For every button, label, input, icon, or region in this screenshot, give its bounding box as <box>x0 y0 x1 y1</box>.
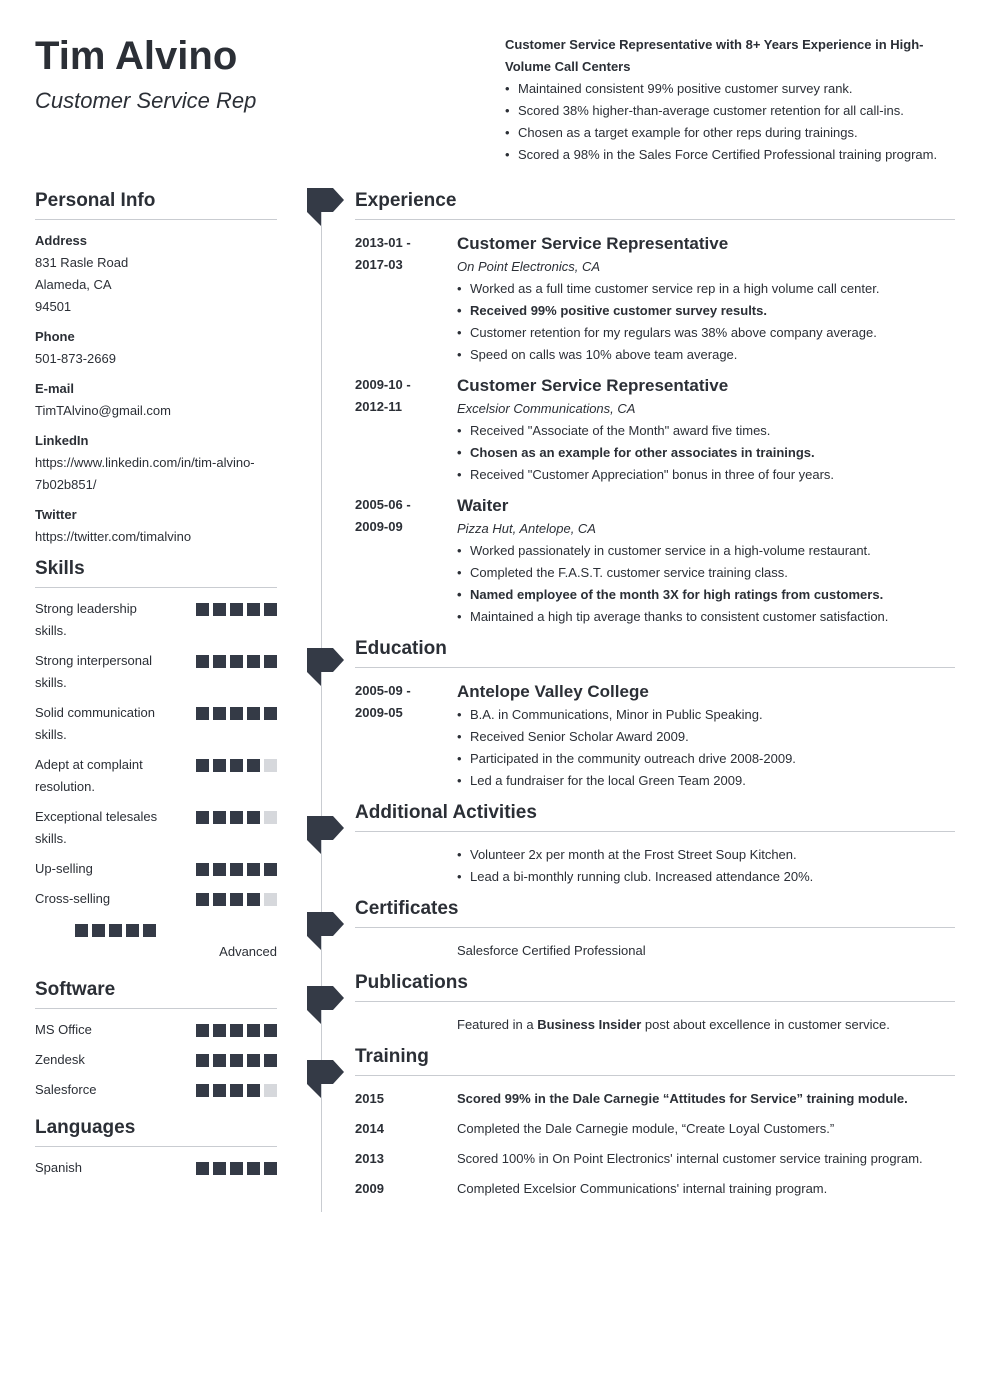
level-dot <box>264 1024 277 1037</box>
level-dot <box>230 603 243 616</box>
level-dot <box>196 1054 209 1067</box>
training-heading: Training <box>355 1044 955 1076</box>
level-dot <box>213 893 226 906</box>
twitter-link[interactable]: https://twitter.com/timalvino <box>35 529 192 544</box>
address-line: 831 Rasle Road <box>35 255 129 270</box>
level-dot <box>213 1084 226 1097</box>
skill-row <box>35 806 277 850</box>
language-row <box>35 1157 277 1179</box>
training-text: Completed the Dale Carnegie module, “Create Loyal Customers.” <box>457 1121 835 1136</box>
level-dot <box>230 1054 243 1067</box>
education-bullet: • B.A. in Communications, Minor in Public Speaking. <box>457 704 955 726</box>
training-text: Scored 99% in the Dale Carnegie “Attitudes for Service” training module. <box>457 1091 908 1106</box>
activities-date <box>355 844 457 888</box>
level-dot <box>247 1084 260 1097</box>
summary-bullets <box>505 78 955 166</box>
activities-section <box>355 800 955 888</box>
level-dot <box>247 863 260 876</box>
job-date <box>355 232 457 366</box>
level-dot <box>247 893 260 906</box>
education-body <box>457 680 955 792</box>
level-dots <box>196 603 277 616</box>
level-dot <box>247 811 260 824</box>
publication-post: post about excellence in customer service. <box>641 1017 890 1032</box>
rated-item-name: Cross-selling <box>35 891 111 906</box>
job-bullet: • Completed the F.A.S.T. customer service training class. <box>457 562 955 584</box>
activity-bullet: • Lead a bi-monthly running club. Increased attendance 20%. <box>457 866 955 888</box>
publication-date <box>355 1014 457 1036</box>
skill-row <box>35 754 277 798</box>
training-row <box>355 1148 955 1170</box>
job-entry <box>355 374 955 486</box>
level-dot <box>247 1024 260 1037</box>
level-dot <box>247 1162 260 1175</box>
skills-heading: Skills <box>35 556 277 588</box>
rated-item-name: Spanish <box>35 1160 82 1175</box>
level-dot <box>247 603 260 616</box>
school-name: Antelope Valley College <box>457 682 649 701</box>
address-line: 94501 <box>35 299 72 314</box>
level-dots <box>196 1162 277 1175</box>
job-bullets <box>457 540 955 628</box>
twitter-block <box>35 504 277 548</box>
activities-entry <box>355 844 955 888</box>
level-dot <box>213 1054 226 1067</box>
section-flag-icon <box>307 912 344 950</box>
level-dot <box>264 759 277 772</box>
date-start: 2009-10 - <box>355 377 411 392</box>
level-dot <box>109 924 122 937</box>
legend-label: Advanced <box>219 944 277 959</box>
publications-heading: Publications <box>355 970 955 1002</box>
level-dot <box>247 655 260 668</box>
job-bullet: • Worked passionately in customer service in a high-volume restaurant. <box>457 540 955 562</box>
level-dot <box>196 893 209 906</box>
level-dot <box>196 655 209 668</box>
job-body <box>457 232 955 366</box>
software-row <box>35 1049 277 1071</box>
education-bullet: • Received Senior Scholar Award 2009. <box>457 726 955 748</box>
date-end: 2012-11 <box>355 399 402 414</box>
publication-text <box>457 1014 955 1036</box>
education-bullets <box>457 704 955 792</box>
rated-item-name: Salesforce <box>35 1082 97 1097</box>
linkedin-label: LinkedIn <box>35 433 89 448</box>
training-row <box>355 1178 955 1200</box>
level-dot <box>264 893 277 906</box>
level-dot <box>264 1054 277 1067</box>
job-bullet: • Maintained a high tip average thanks to consistent customer satisfaction. <box>457 606 955 628</box>
software-row <box>35 1019 277 1041</box>
education-bullet: • Led a fundraiser for the local Green Team 2009. <box>457 770 955 792</box>
address-line: Alameda, CA <box>35 277 112 292</box>
level-dot <box>264 603 277 616</box>
level-dot <box>264 1084 277 1097</box>
job-bullet: • Customer retention for my regulars was 38% above company average. <box>457 322 955 344</box>
skill-level-legend <box>35 924 277 963</box>
level-dot <box>230 707 243 720</box>
level-dot <box>196 863 209 876</box>
linkedin-link[interactable]: 7b02b851/ <box>35 477 97 492</box>
languages-list <box>35 1157 277 1179</box>
level-dots <box>196 1054 277 1067</box>
publication-outlet: Business Insider <box>537 1017 642 1032</box>
level-dots <box>196 707 277 720</box>
rated-item-name: MS Office <box>35 1022 92 1037</box>
job-body <box>457 494 955 628</box>
address-label: Address <box>35 233 88 248</box>
level-dot <box>264 707 277 720</box>
software-heading: Software <box>35 977 277 1009</box>
level-dot <box>196 603 209 616</box>
address-block <box>35 230 277 318</box>
company-name: On Point Electronics, CA <box>457 259 601 274</box>
level-dot <box>196 1024 209 1037</box>
level-dot <box>230 1084 243 1097</box>
level-dot <box>213 811 226 824</box>
level-dots <box>196 759 277 772</box>
software-list <box>35 1019 277 1101</box>
date-end: 2017-03 <box>355 257 403 272</box>
date-start: 2005-09 - <box>355 683 411 698</box>
training-text: Scored 100% in On Point Electronics' internal customer service training program. <box>457 1151 923 1166</box>
level-dot <box>230 1024 243 1037</box>
level-dot <box>126 924 139 937</box>
rated-item-name: Strong leadership skills. <box>35 601 137 638</box>
level-dot <box>196 707 209 720</box>
experience-section <box>355 188 955 628</box>
skill-row <box>35 858 277 880</box>
training-section <box>355 1044 955 1200</box>
level-dot <box>213 863 226 876</box>
job-date <box>355 494 457 628</box>
activities-bullets <box>457 844 955 888</box>
level-dot <box>264 811 277 824</box>
level-dots <box>196 863 277 876</box>
publications-section <box>355 970 955 1036</box>
personal-info-heading: Personal Info <box>35 188 277 220</box>
summary-bullet: • Scored 38% higher-than-average customer retention for all call-ins. <box>505 100 955 122</box>
activity-bullet: • Volunteer 2x per month at the Frost Street Soup Kitchen. <box>457 844 955 866</box>
software-row <box>35 1079 277 1101</box>
twitter-label: Twitter <box>35 507 77 522</box>
level-dot <box>230 759 243 772</box>
level-dot <box>196 1162 209 1175</box>
activities-heading: Additional Activities <box>355 800 955 832</box>
training-year: 2014 <box>355 1121 384 1136</box>
job-bullet: • Speed on calls was 10% above team average. <box>457 344 955 366</box>
job-entry <box>355 232 955 366</box>
activities-body <box>457 844 955 888</box>
job-bullet: • Received 99% positive customer survey results. <box>457 300 955 322</box>
certificate-entry <box>355 940 955 962</box>
section-flag-icon <box>307 648 344 686</box>
skill-row <box>35 650 277 694</box>
summary <box>505 34 955 166</box>
rated-item-name: Solid communication skills. <box>35 705 155 742</box>
job-title: Customer Service Representative <box>457 376 729 395</box>
email-label: E-mail <box>35 381 75 396</box>
level-dot <box>213 759 226 772</box>
level-dot <box>196 759 209 772</box>
training-year: 2015 <box>355 1091 384 1106</box>
job-body <box>457 374 955 486</box>
level-dot <box>247 759 260 772</box>
email-value[interactable]: TimTAlvino@gmail.com <box>35 403 171 418</box>
training-text: Completed Excelsior Communications' internal training program. <box>457 1181 828 1196</box>
level-dot <box>264 1162 277 1175</box>
education-entry <box>355 680 955 792</box>
level-dot <box>230 811 243 824</box>
company-name: Pizza Hut, Antelope, CA <box>457 521 596 536</box>
job-date <box>355 374 457 486</box>
date-end: 2009-05 <box>355 705 403 720</box>
candidate-name: Tim Alvino <box>35 34 238 78</box>
job-title: Customer Service Representative <box>457 234 729 253</box>
skills-list <box>35 598 277 910</box>
certificate-text: Salesforce Certified Professional <box>457 943 646 958</box>
level-dots <box>196 893 277 906</box>
job-bullets <box>457 420 955 486</box>
left-column <box>35 188 277 1187</box>
summary-bullet: • Scored a 98% in the Sales Force Certified Professional training program. <box>505 144 955 166</box>
skill-row <box>35 702 277 746</box>
experience-heading: Experience <box>355 188 955 220</box>
level-dot <box>264 863 277 876</box>
level-dot <box>92 924 105 937</box>
level-dot <box>230 863 243 876</box>
training-year: 2013 <box>355 1151 384 1166</box>
level-dot <box>230 893 243 906</box>
job-list <box>355 232 955 628</box>
level-dot <box>213 603 226 616</box>
level-dot <box>213 707 226 720</box>
skill-row <box>35 888 277 910</box>
level-dot <box>247 707 260 720</box>
skill-row <box>35 598 277 642</box>
job-bullets <box>457 278 955 366</box>
level-dot <box>196 1084 209 1097</box>
job-bullet: • Chosen as an example for other associates in trainings. <box>457 442 955 464</box>
level-dot <box>75 924 88 937</box>
candidate-role: Customer Service Rep <box>35 88 257 113</box>
section-flag-icon <box>307 986 344 1024</box>
rated-item-name: Strong interpersonal skills. <box>35 653 153 690</box>
right-column <box>355 188 955 1208</box>
email-block <box>35 378 277 422</box>
level-dot <box>213 1024 226 1037</box>
level-dot <box>196 811 209 824</box>
certificates-section <box>355 896 955 962</box>
education-date <box>355 680 457 792</box>
job-title: Waiter <box>457 496 509 515</box>
education-bullet: • Participated in the community outreach drive 2008-2009. <box>457 748 955 770</box>
section-flag-icon <box>307 188 344 226</box>
level-dot <box>230 655 243 668</box>
level-dot <box>143 924 156 937</box>
phone-block <box>35 326 277 370</box>
job-bullet: • Received "Associate of the Month" award five times. <box>457 420 955 442</box>
legend-dots <box>75 924 277 937</box>
job-entry <box>355 494 955 628</box>
date-end: 2009-09 <box>355 519 403 534</box>
level-dot <box>213 1162 226 1175</box>
rated-item-name: Adept at complaint resolution. <box>35 757 143 794</box>
job-bullet: • Received "Customer Appreciation" bonus in three of four years. <box>457 464 955 486</box>
level-dots <box>196 1084 277 1097</box>
education-section <box>355 636 955 792</box>
certificates-heading: Certificates <box>355 896 955 928</box>
training-row <box>355 1118 955 1140</box>
resume-header <box>35 34 465 114</box>
section-flag-icon <box>307 1060 344 1098</box>
training-row <box>355 1088 955 1110</box>
publication-entry <box>355 1014 955 1036</box>
level-dot <box>247 1054 260 1067</box>
linkedin-block <box>35 430 277 496</box>
training-list <box>355 1088 955 1200</box>
languages-heading: Languages <box>35 1115 277 1147</box>
date-start: 2013-01 - <box>355 235 411 250</box>
level-dot <box>264 655 277 668</box>
certificate-date <box>355 940 457 962</box>
summary-title: Customer Service Representative with 8+ Years Experience in High-Volume Call Centers <box>505 37 924 74</box>
summary-bullet: • Maintained consistent 99% positive customer survey rank. <box>505 78 955 100</box>
summary-bullet: • Chosen as a target example for other reps during trainings. <box>505 122 955 144</box>
training-year: 2009 <box>355 1181 384 1196</box>
section-flag-icon <box>307 816 344 854</box>
phone-label: Phone <box>35 329 75 344</box>
phone-value: 501-873-2669 <box>35 351 116 366</box>
education-heading: Education <box>355 636 955 668</box>
level-dot <box>230 1162 243 1175</box>
rated-item-name: Exceptional telesales skills. <box>35 809 158 846</box>
level-dot <box>213 655 226 668</box>
rated-item-name: Zendesk <box>35 1052 85 1067</box>
publication-pre: Featured in a <box>457 1017 538 1032</box>
level-dots <box>196 655 277 668</box>
job-bullet: • Named employee of the month 3X for high ratings from customers. <box>457 584 955 606</box>
job-bullet: • Worked as a full time customer service rep in a high volume call center. <box>457 278 955 300</box>
date-start: 2005-06 - <box>355 497 411 512</box>
linkedin-link[interactable]: https://www.linkedin.com/in/tim-alvino- <box>35 455 255 470</box>
level-dots <box>196 811 277 824</box>
rated-item-name: Up-selling <box>35 861 93 876</box>
company-name: Excelsior Communications, CA <box>457 401 636 416</box>
level-dots <box>196 1024 277 1037</box>
